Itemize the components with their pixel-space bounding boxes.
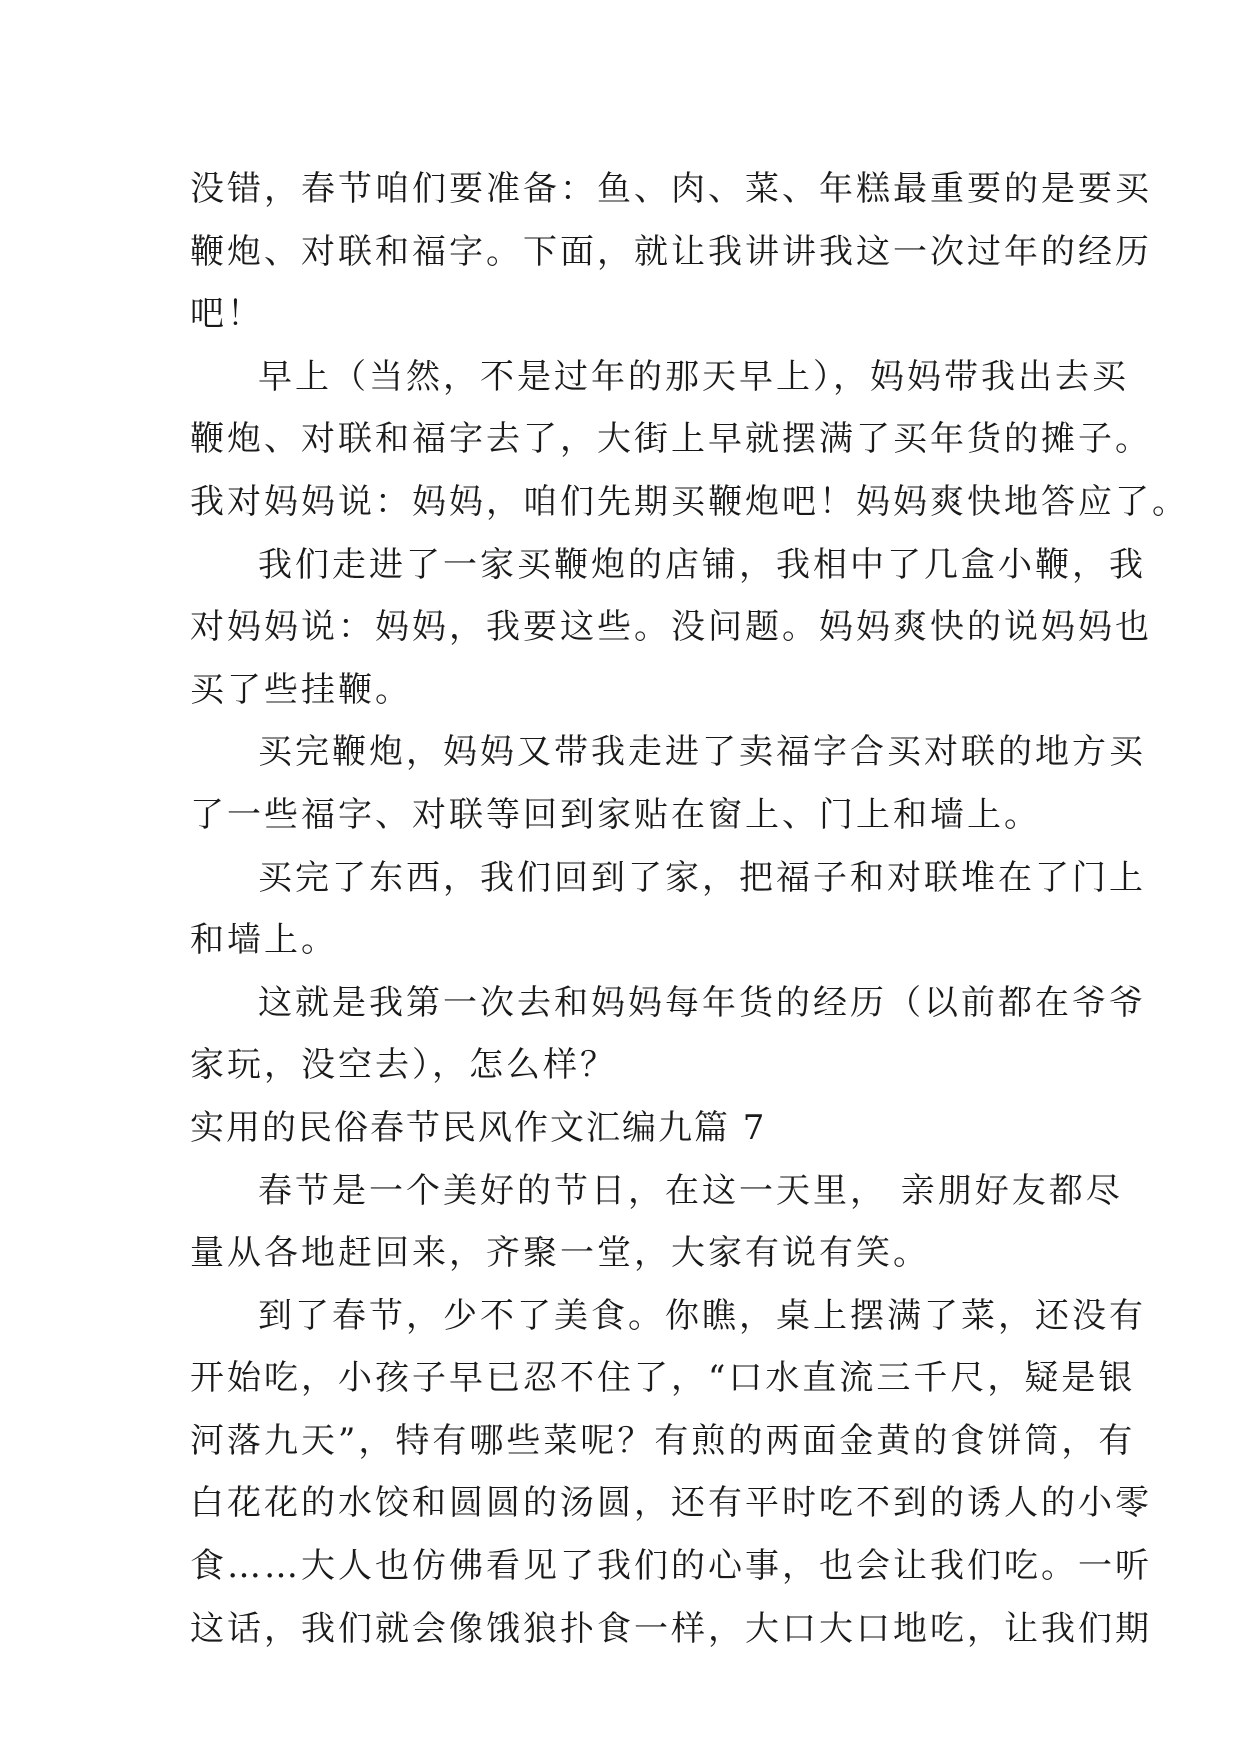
text-line: 早上（当然，不是过年的那天早上），妈妈带我出去买 (258, 356, 1129, 397)
text-line: 了一些福字、对联等回到家贴在窗上、门上和墙上。 (190, 794, 1041, 835)
text-line: 河落九天”，特有哪些菜呢？有煎的两面金黄的食饼筒，有 (190, 1420, 1136, 1461)
text-line: 到了春节，少不了美食。你瞧，桌上摆满了菜，还没有 (258, 1295, 1146, 1336)
text-line: 买完了东西，我们回到了家，把福子和对联堆在了门上 (258, 857, 1146, 898)
text-line: 鞭炮、对联和福字去了，大街上早就摆满了买年货的摊子。 (190, 419, 1152, 460)
text-line: 鞭炮、对联和福字。下面，就让我讲讲我这一次过年的经历 (190, 231, 1152, 272)
text-line: 对妈妈说：妈妈，我要这些。没问题。妈妈爽快的说妈妈也 (190, 607, 1152, 648)
text-line: 买完鞭炮，妈妈又带我走进了卖福字合买对联的地方买 (258, 732, 1146, 773)
text-line: 我们走进了一家买鞭炮的店铺，我相中了几盒小鞭，我 (258, 544, 1146, 585)
text-line: 我对妈妈说：妈妈，咱们先期买鞭炮吧！妈妈爽快地答应了。 (190, 481, 1189, 522)
text-line: 家玩，没空去），怎么样？ (190, 1045, 617, 1086)
text-line: 没错，春节咱们要准备：鱼、肉、菜、年糕最重要的是要买 (190, 169, 1152, 209)
essay-body (190, 158, 1189, 1660)
text-line: 食……大人也仿佛看见了我们的心事，也会让我们吃。一听 (190, 1546, 1152, 1587)
text-line: 吧！ (190, 294, 264, 335)
text-line: 买了些挂鞭。 (190, 669, 412, 710)
text-line: 白花花的水饺和圆圆的汤圆，还有平时吃不到的诱人的小零 (190, 1483, 1152, 1524)
section-heading: 实用的民俗春节民风作文汇编九篇 7 (190, 1107, 767, 1148)
text-line: 和墙上。 (190, 920, 338, 961)
text-line: 春节是一个美好的节日，在这一天里， 亲朋好友都尽 (258, 1170, 1123, 1211)
text-line: 这就是我第一次去和妈妈每年货的经历（以前都在爷爷 (258, 982, 1146, 1023)
text-line: 量从各地赶回来，齐聚一堂，大家有说有笑。 (190, 1233, 930, 1274)
text-line: 这话，我们就会像饿狼扑食一样，大口大口地吃，让我们期 (190, 1608, 1152, 1649)
text-line: 开始吃，小孩子早已忍不住了，“口水直流三千尺，疑是银 (190, 1358, 1136, 1399)
